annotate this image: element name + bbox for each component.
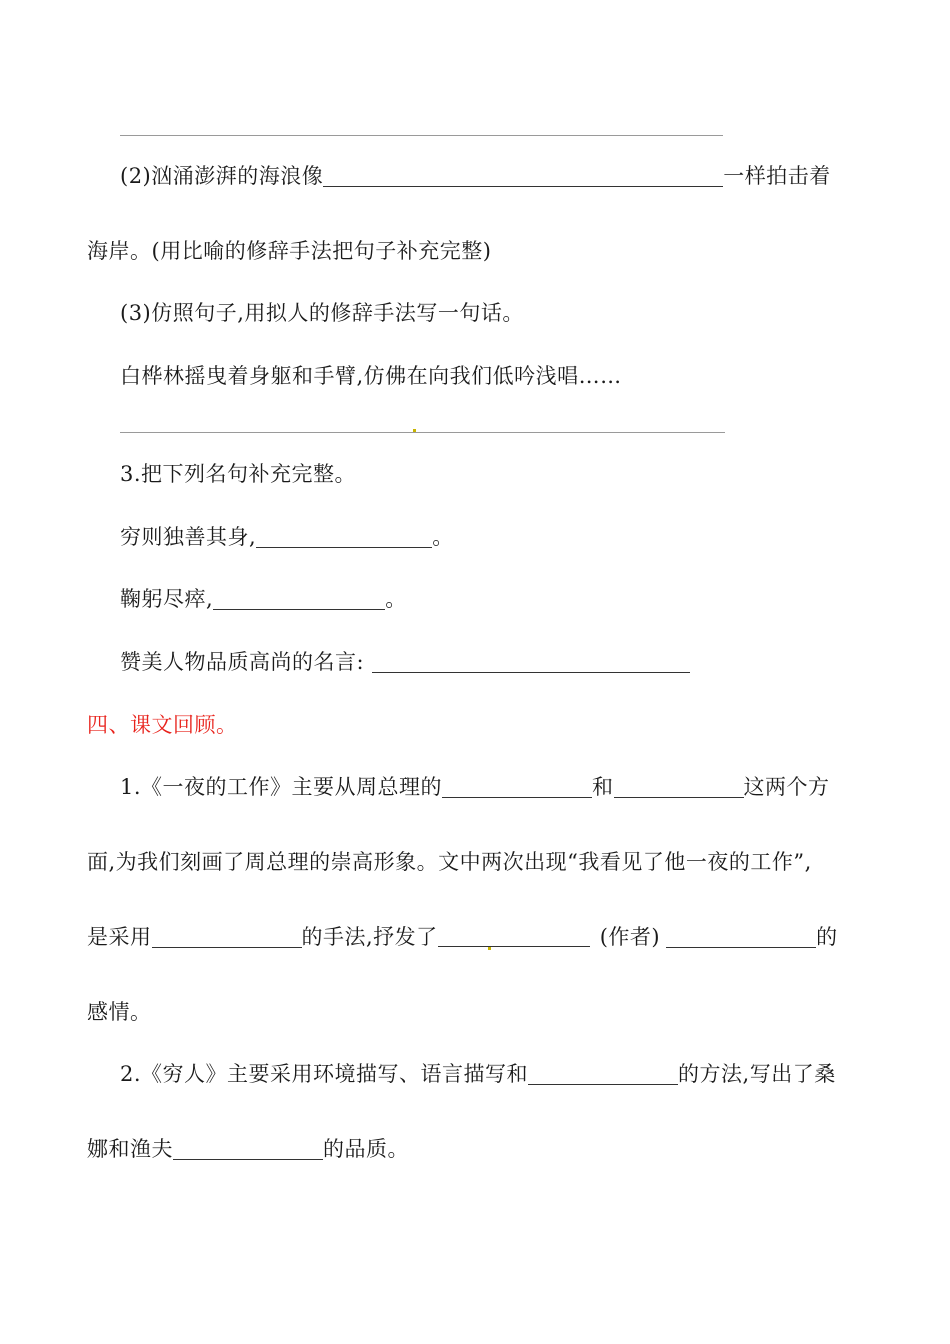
- s4q1-blank-2[interactable]: [614, 777, 744, 798]
- s4q2-blank-2[interactable]: [173, 1139, 323, 1160]
- s4q2-b-suffix: 的品质。: [323, 1137, 409, 1161]
- q3-l1-prefix: 穷则独善其身,: [120, 525, 257, 549]
- s4q2-a-suffix: 的方法,写出了桑: [678, 1062, 836, 1086]
- q3-l3-prefix: 赞美人物品质高尚的名言:: [120, 650, 365, 674]
- q2-3-example: 白桦林摇曳着身躯和手臂,仿佛在向我们低吟浅唱……: [120, 364, 622, 388]
- s4q1-c-suffix: 的: [816, 925, 838, 949]
- s4q2-line2: [87, 1134, 409, 1164]
- q3-line2: [120, 584, 407, 614]
- s4q2-line1: [120, 1059, 836, 1089]
- q3-l1-blank[interactable]: [256, 527, 432, 548]
- s4q1-line4: 感情。: [87, 1000, 152, 1024]
- q2-2-blank[interactable]: [323, 166, 723, 187]
- s4q1-a-suffix: 这两个方: [743, 775, 830, 799]
- s4q1-blank-3[interactable]: [152, 927, 302, 948]
- q3-title: 3.把下列名句补充完整。: [120, 462, 357, 486]
- q2-2-cont: 海岸。(用比喻的修辞手法把句子补充完整): [87, 239, 492, 263]
- mark-dot: [488, 947, 491, 950]
- q3-l2-suffix: 。: [385, 587, 407, 611]
- q3-l2-blank[interactable]: [213, 589, 385, 610]
- s4q1-blank-1[interactable]: [442, 777, 592, 798]
- q3-line3: [120, 647, 690, 677]
- s4q1-blank-5[interactable]: [666, 927, 816, 948]
- q2-3-instruction: (3)仿照句子,用拟人的修辞手法写一句话。: [120, 301, 524, 325]
- section-4-heading: 四、课文回顾。: [87, 713, 238, 737]
- s4q1-a-mid: 和: [592, 775, 614, 799]
- s4q1-c-mid2: (作者): [599, 925, 661, 949]
- q3-l3-blank[interactable]: [372, 652, 690, 673]
- s4q1-blank-4[interactable]: [438, 926, 590, 947]
- q2-2-prefix: (2)汹涌澎湃的海浪像: [120, 164, 324, 188]
- s4q2-blank-1[interactable]: [528, 1064, 678, 1085]
- answer-line[interactable]: [120, 432, 725, 433]
- mark-dot: [413, 429, 416, 432]
- s4q2-b-prefix: 娜和渔夫: [87, 1137, 173, 1161]
- s4q1-c-prefix: 是采用: [87, 925, 152, 949]
- answer-line[interactable]: [120, 135, 723, 136]
- s4q1-a-prefix: 1.《一夜的工作》主要从周总理的: [120, 775, 443, 799]
- q2-2-line: [120, 161, 831, 191]
- s4q1-line1: [120, 772, 830, 802]
- s4q1-line3: [87, 922, 838, 952]
- q2-2-suffix: 一样拍击着: [723, 164, 831, 188]
- s4q1-line2: 面,为我们刻画了周总理的崇高形象。文中两次出现“我看见了他一夜的工作”,: [87, 850, 812, 874]
- q3-line1: [120, 522, 454, 552]
- q3-l2-prefix: 鞠躬尽瘁,: [120, 587, 214, 611]
- q3-l1-suffix: 。: [432, 525, 454, 549]
- s4q2-a-prefix: 2.《穷人》主要采用环境描写、语言描写和: [120, 1062, 529, 1086]
- s4q1-c-mid1: 的手法,抒发了: [301, 925, 438, 949]
